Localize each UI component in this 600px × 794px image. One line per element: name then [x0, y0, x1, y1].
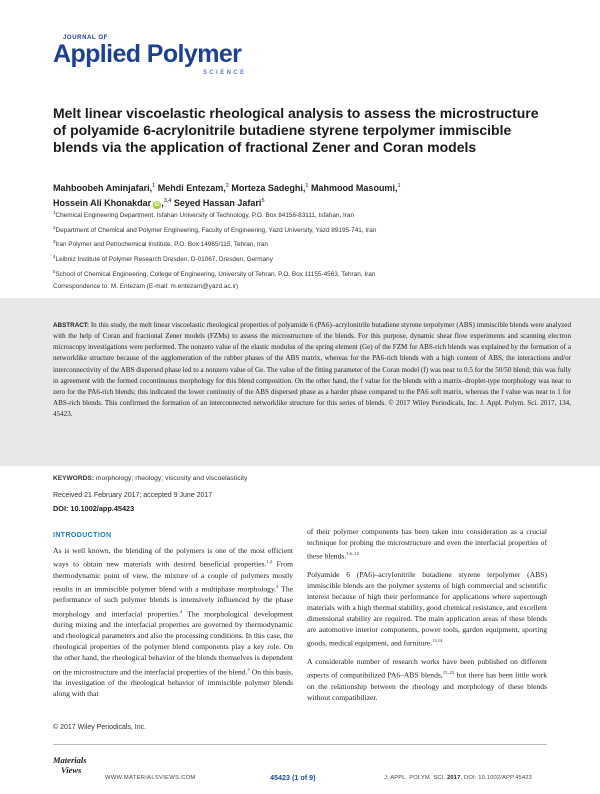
- keywords-label: KEYWORDS:: [53, 475, 95, 482]
- citation-sup[interactable]: 3: [276, 583, 279, 589]
- citation-sup[interactable]: 4: [179, 608, 183, 614]
- article-doi[interactable]: DOI: 10.1002/app.45423: [53, 504, 135, 513]
- journal-of-label: JOURNAL OF: [63, 35, 108, 41]
- footer-website[interactable]: WWW.MATERIALSVIEWS.COM: [105, 775, 196, 781]
- affiliation-text: Department of Chemical and Polymer Engineering, Faculty of Engineering, Yazd University, Yazd 89195-741, Iran: [55, 226, 377, 234]
- paragraph-text: but there has been little work on the relationship between the rheology and morphology of these blends without compatibilizer.: [307, 670, 547, 702]
- paragraph-text: As is well known, the blending of the polymers is one of the most efficient ways to obtain new materials with desired beneficial properties.: [53, 546, 293, 569]
- body-column-left: [53, 545, 293, 706]
- affiliation-sup: 4: [53, 254, 56, 260]
- affiliation-list: [53, 207, 553, 292]
- body-column-right: [307, 526, 547, 710]
- affiliation-sup: 1: [53, 210, 56, 215]
- affiliation-text: Iran Polymer and Petrochemical Institute, P.O. Box 14965/115, Tehran, Iran: [55, 241, 268, 249]
- abstract-label: ABSTRACT:: [53, 322, 90, 329]
- paragraph: [307, 569, 547, 649]
- citation-sup[interactable]: 13,14: [432, 638, 443, 644]
- correspondence[interactable]: Correspondence to: M. Entezam (E-mail: m.entezam@yazd.ac.ir): [53, 282, 239, 290]
- paragraph-text: The performance of such polymer blends is intensively influenced by the phase morphology and interfacial properties.: [53, 584, 293, 619]
- affiliation-text: School of Chemical Engineering, College of Engineering, University of Tehran, P.O. Box 11155-4563, Tehran, Iran: [55, 271, 376, 278]
- paragraph: [53, 545, 293, 699]
- journal-science-label: SCIENCE: [203, 70, 247, 76]
- abstract-copyright: © 2017 Wiley Periodicals, Inc. J. Appl. Polym. Sci. 2017, 134, 45423.: [53, 399, 571, 419]
- affiliation-item: [53, 207, 553, 222]
- paragraph-text: The morphological development during mixing and the interfacial properties are governed by thermodynamic and rheological parameters and also the processing conditions. In this case, the rheological properties of the polymer blend components play a key role. On the other hand, the rheological behavior of the blends themselves is dependent on the microstructure and the interfacial properties of the blend.: [53, 609, 293, 677]
- author-name[interactable]: Mahboobeh Aminjafari,: [53, 183, 153, 193]
- affiliation-sup: 5: [53, 268, 56, 274]
- footer-cite-prefix: J. APPL. POLYM. SCI.: [384, 775, 447, 781]
- affiliation-item: [53, 266, 553, 281]
- affiliation-text: Leibniz Institute of Polymer Research Dresden, D-01067, Dresden, Germany: [55, 256, 273, 264]
- abstract-text: In this study, the melt linear viscoelastic rheological properties of polyamide 6 (PA6)–acrylonitrile butadiene styrene terpolymer (ABS) immiscible blends were analyzed with the help of Coran and fractional Zener models (FZMs) to assess the microstructure of the blends. For this purpose, dynamic shear flow experiments and scanning electron microscopy investigations were performed. The nonzero value of the elastic modulus of the spring element (Ge) of the FZM for ABS-rich blends was explained by the formation of a networklike structure because of the agglomeration of the rubber phases of the ABS matrix, whereas for the PA6-rich blends with a high content of ABS, the interactions and/or interconnectivity of the ABS dispersed phase led to a nonzero value of Ge. The value of the fitting parameter of the Coran model (f) was near to 0.5 for the 50/50 blend; this was fully in agreement with the formed cocontinuous morphology for this blend composition. On the other hand, the f value for the blends with a matrix–droplet-type morphology was near to zero for the PA6-rich blends; this indicated the lower continuity of the ABS dispersed phase as a harder phase compared to the PA6 soft matrix, whereas the f value was near to 1 for ABS-rich blends. This confirmed the formation of an interconnected networklike structure for this series of blends.: [53, 321, 571, 408]
- paragraph-text: Polyamide 6 (PA6)–acrylonitrile butadiene styrene terpolymer (ABS) immiscible blends are the polymer systems of high commercial and scientific interest because of high their performance for applications where supertough materials with a high thermal stability, good chemical resistance, and excellent dimensional stability are required. The main application areas of these blends are automotive interior components, power tools, garden equipment, sporting goods, medical equipment, and furniture.: [307, 569, 547, 648]
- citation-sup[interactable]: 1,2: [266, 559, 273, 565]
- citation-sup[interactable]: 5: [247, 666, 250, 672]
- footer-cite-suffix: , DOI: 10.1002/APP.45423: [460, 775, 532, 781]
- author-affil-sup: 1: [305, 183, 309, 189]
- abstract: [53, 320, 571, 420]
- affiliation-sup: 2: [53, 224, 56, 230]
- author-name[interactable]: Seyed Hassan Jafari: [173, 198, 262, 208]
- author-affil-sup: 2: [225, 183, 229, 189]
- author-name[interactable]: Mehdi Entezam,: [157, 183, 226, 193]
- footer-cite-year: 2017: [446, 775, 461, 781]
- footer-divider: [53, 744, 547, 745]
- keywords: [53, 475, 553, 482]
- paragraph: [307, 656, 547, 703]
- journal-name: Applied Polymer: [53, 40, 242, 68]
- author-affil-sup: 1: [152, 183, 156, 189]
- affiliation-sup: 3: [53, 239, 56, 245]
- affiliation-item: [53, 236, 553, 251]
- citation-sup[interactable]: 1,6–12: [346, 551, 359, 557]
- logo-text-materials: Materials: [53, 755, 87, 765]
- author-line-1: [53, 180, 553, 195]
- author-name[interactable]: Morteza Sadeghi,: [231, 183, 306, 193]
- affiliation-item: [53, 251, 553, 266]
- author-line-2: Hossein Ali Khonakdar iD ,$^{3,4}$ Seyed Hassan Jafari$^5$: [53, 198, 265, 208]
- article-title: Melt linear viscoelastic rheological analysis to assess the microstructure of polyamide 6-acrylonitrile butadiene styrene terpolymer immiscible blends via the application of fractional Zener and Coran models: [53, 105, 539, 155]
- author-affil-sup: 3,4: [163, 198, 172, 204]
- keywords-text[interactable]: morphology; rheology; viscosity and viscoelasticity: [95, 475, 248, 482]
- paragraph-text: On this basis, the investigation of the rheological behavior of immiscible polymer blends along with that: [53, 667, 293, 699]
- copyright-notice: © 2017 Wiley Periodicals, Inc.: [53, 724, 147, 731]
- section-heading-introduction: INTRODUCTION: [53, 532, 112, 539]
- paragraph-text: A considerable number of research works have been published on different aspects of compatibilized PA6–ABS blends,: [307, 657, 547, 680]
- orcid-icon[interactable]: iD: [154, 202, 160, 208]
- author-affil-sup: 1: [397, 183, 401, 189]
- author-list: [53, 180, 553, 210]
- article-dates: Received 21 February 2017; accepted 9 June 2017: [53, 492, 213, 499]
- author-affil-sup: 5: [261, 198, 265, 204]
- author-name[interactable]: Hossein Ali Khonakdar: [53, 198, 152, 208]
- paragraph-text: From thermodynamic point of view, the mixture of a couple of polymers mostly results in an immiscible polymer blend with a multiphase morphology.: [53, 559, 293, 594]
- affiliation-text: Chemical Engineering Department, Isfahan University of Technology, P.O. Box 84156-83111, Isfahan, Iran: [55, 212, 355, 220]
- footer-citation: [384, 775, 532, 781]
- logo-text-views: Views: [61, 765, 82, 775]
- citation-sup[interactable]: 15–22: [442, 670, 455, 676]
- paragraph: [307, 526, 547, 562]
- journal-logo[interactable]: [53, 32, 293, 82]
- author-name[interactable]: Mahmood Masoumi,: [310, 183, 398, 193]
- affiliation-item: [53, 222, 553, 237]
- paragraph-text: of their polymer components has been taken into consideration as a crucial technique for probing the microstructure and even the interfacial properties of these blends.: [307, 527, 547, 561]
- footer-page-number: 45423 (1 of 9): [270, 773, 316, 782]
- materials-views-logo[interactable]: [53, 744, 89, 780]
